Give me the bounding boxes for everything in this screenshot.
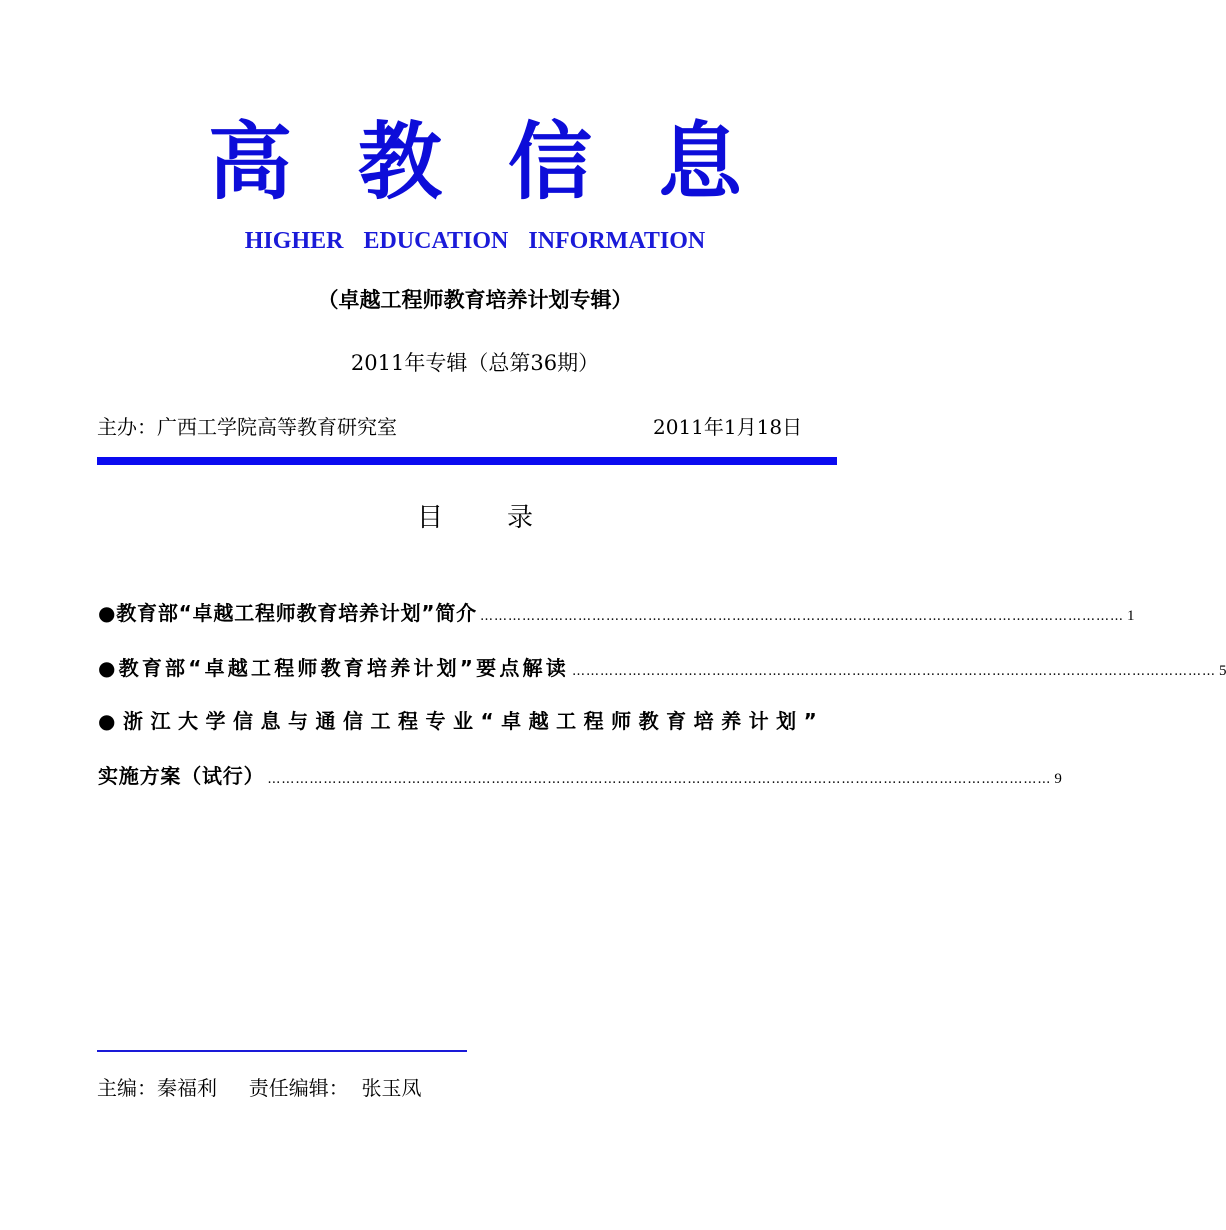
toc-entry-title: ●教育部“卓越工程师教育培养计划”简介 [98, 601, 477, 625]
editors-credit: 主编：秦福利 责任编辑： 张玉凤 [97, 1076, 422, 1100]
toc-entry-1[interactable] [98, 598, 1135, 628]
toc-entry-title-continued: 实施方案（试行） [98, 764, 265, 788]
toc-entry-title: ●浙江大学信息与通信工程专业“卓越工程师教育培养计划” [98, 709, 825, 733]
special-issue-subtitle: （卓越工程师教育培养计划专辑） [317, 288, 633, 312]
toc-page-number: 5 [1218, 663, 1226, 679]
toc-entry-2[interactable] [98, 653, 1226, 683]
footer-divider [97, 1050, 467, 1052]
toc-entry-title: ●教育部“卓越工程师教育培养计划”要点解读 [98, 656, 569, 680]
toc-heading: 目录 [416, 503, 597, 533]
publisher: 主办：广西工学院高等教育研究室 [97, 415, 397, 439]
publication-date: 2011年1月18日 [653, 415, 803, 439]
toc-entry-3-line-2[interactable] [98, 761, 1062, 791]
toc-page-number: 1 [1126, 608, 1135, 624]
journal-title-english: HIGHER EDUCATION INFORMATION [244, 228, 706, 254]
issue-number: 2011年专辑（总第36期） [350, 351, 600, 375]
toc-entry-3-line-1[interactable] [98, 706, 852, 736]
toc-leader-dots: ………………………………………………………………………………………………………………………… [571, 664, 1216, 679]
journal-title: 高教信息 [207, 113, 808, 211]
toc-page-number: 9 [1054, 771, 1062, 787]
toc-leader-dots: …………………………………………………………………………………………………………………………………………………… [267, 772, 1052, 787]
header-divider [97, 457, 837, 465]
toc-leader-dots: ………………………………………………………………………………………………………………………… [479, 609, 1124, 624]
